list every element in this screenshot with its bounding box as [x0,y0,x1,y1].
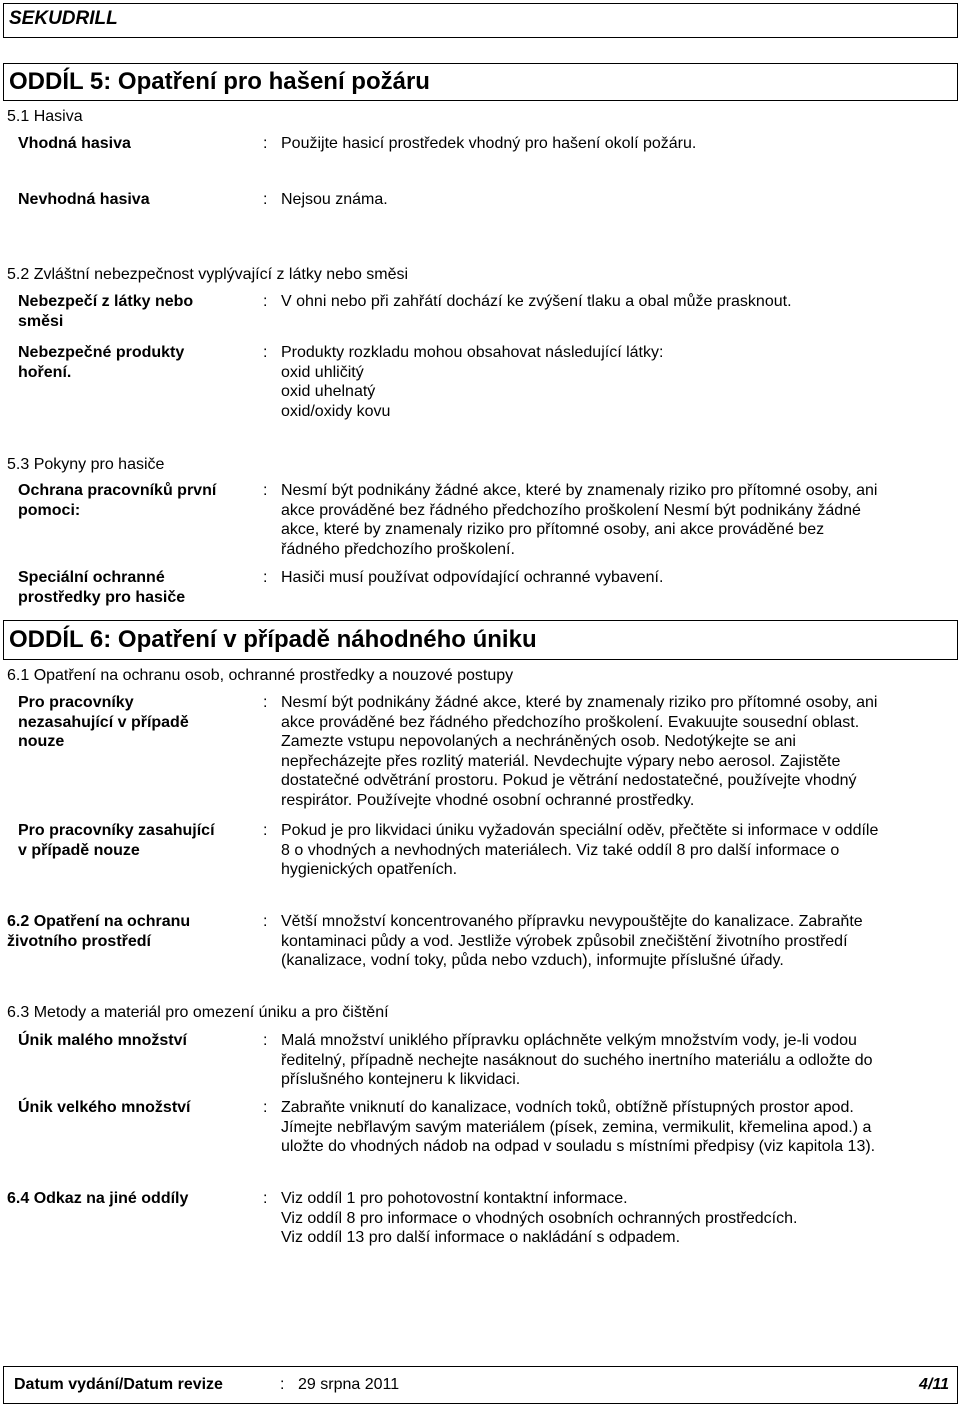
colon: : [263,482,268,499]
non-emergency-value: Nesmí být podnikány žádné akce, které by znamenaly riziko pro přítomné osoby, ani akce prováděné bez řádného předchozího proškolení. Evakuujte sousední oblast. Zamezte vstupu nepovolaných a nechráněných osob. Nedotýkejte se ani nepřecházejte přes rozlitý materiál. Nevdechujte výpary nebo aerosol. Zajistěte dostatečné odvětrání prostoru. Pokud je větrání nedostatečné, používejte vhodný respirátor. Používejte vhodné osobní ochranné prostředky. [281,694,878,809]
environmental-precautions-label: 6.2 Opatření na ochranu životního prostředí [7,913,191,950]
suitable-media-label: Vhodná hasiva [18,135,131,152]
colon: : [263,191,268,208]
emergency-responders-value: Pokud je pro likvidaci úniku vyžadován speciální oděv, přečtěte si informace v oddíle 8 o vhodných a nevhodných materiálech. Viz také oddíl 8 pro další informace o hygienických opatřeních. [281,822,879,878]
unsuitable-media-value: Nejsou známa. [281,191,388,208]
colon: : [263,1190,268,1207]
subsection-6-4-label: 6.4 Odkaz na jiné oddíly [7,1190,189,1207]
issue-date-value: 29 srpna 2011 [298,1376,400,1393]
colon: : [263,293,268,310]
firefighter-equipment-label: Speciální ochranné prostředky pro hasiče [18,569,186,606]
subsection-6-1-heading: 6.1 Opatření na ochranu osob, ochranné prostředky a nouzové postupy [7,667,514,684]
subsection-5-1-heading: 5.1 Hasiva [7,108,83,125]
colon: : [263,344,268,361]
section-5-title: ODDÍL 5: Opatření pro hašení požáru [9,68,430,95]
hazard-label: Nebezpečí z látky nebo směsi [18,293,194,330]
colon: : [263,694,268,711]
colon: : [263,1032,268,1049]
colon: : [263,822,268,839]
firefighter-equipment-value: Hasiči musí používat odpovídající ochranné vybavení. [281,569,664,586]
suitable-media-value: Použijte hasicí prostředek vhodný pro hašení okolí požáru. [281,135,697,152]
references-value: Viz oddíl 1 pro pohotovostní kontaktní informace. Viz oddíl 8 pro informace o vhodných osobních ochranných prostředcích. Viz oddíl 13 pro další informace o nakládání s odpadem. [281,1190,798,1246]
small-spill-label: Únik malého množství [18,1032,187,1049]
small-spill-value: Malá množství uniklého přípravku opláchněte velkým množstvím vody, je-li vodou ředitelný, případně nechejte nasáknout do suchého inertního materiálu a odložte do příslušného kontejneru k likvidaci. [281,1032,873,1088]
first-aid-protection-label: Ochrana pracovníků první pomoci: [18,482,217,519]
emergency-responders-label: Pro pracovníky zasahující v případě nouze [18,822,215,859]
large-spill-label: Únik velkého množství [18,1099,191,1116]
subsection-5-3-heading: 5.3 Pokyny pro hasiče [7,456,165,473]
colon: : [263,135,268,152]
subsection-5-2-heading: 5.2 Zvláštní nebezpečnost vyplývající z látky nebo směsi [7,266,409,283]
issue-date-label: Datum vydání/Datum revize [14,1376,223,1393]
first-aid-protection-value: Nesmí být podnikány žádné akce, které by znamenaly riziko pro přítomné osoby, ani akce prováděné bez řádného předchozího proškolení Nesmí být podnikány žádné akce, které by znamenaly riziko pro přítomné osoby, ani akce prováděné bez řádného předchozího proškolení. [281,482,878,558]
document-header [3,3,958,38]
unsuitable-media-label: Nevhodná hasiva [18,191,150,208]
colon: : [263,913,268,930]
colon: : [263,1099,268,1116]
environmental-precautions-value: Větší množství koncentrovaného přípravku nevypouštějte do kanalizace. Zabraňte kontaminaci půdy a vod. Jestliže výrobek způsobil znečištění životního prostředí (kanalizace, vodní toky, půda nebo vzduch), informujte příslušné úřady. [281,913,863,969]
subsection-6-3-heading: 6.3 Metody a materiál pro omezení úniku a pro čištění [7,1004,389,1021]
product-name: SEKUDRILL [9,8,118,29]
section-6-title: ODDÍL 6: Opatření v případě náhodného úniku [9,626,537,653]
hazard-value: V ohni nebo při zahřátí dochází ke zvýšení tlaku a obal může prasknout. [281,293,792,310]
combustion-products-label: Nebezpečné produkty hoření. [18,344,185,381]
page-number: 4/11 [919,1376,949,1393]
colon: : [280,1376,285,1393]
large-spill-value: Zabraňte vniknutí do kanalizace, vodních toků, obtížně přístupných prostor apod. Jímejte nebřlavým savým materiálem (písek, zemina, vermikulit, křemelina apod.) a uložte do vhodných nádob na odpad v souladu s místními předpisy (viz kapitola 13). [281,1099,876,1155]
non-emergency-label: Pro pracovníky nezasahující v případě nouze [18,694,189,750]
combustion-products-value: Produkty rozkladu mohou obsahovat následující látky: oxid uhličitý oxid uhelnatý oxid/oxidy kovu [281,344,664,420]
colon: : [263,569,268,586]
